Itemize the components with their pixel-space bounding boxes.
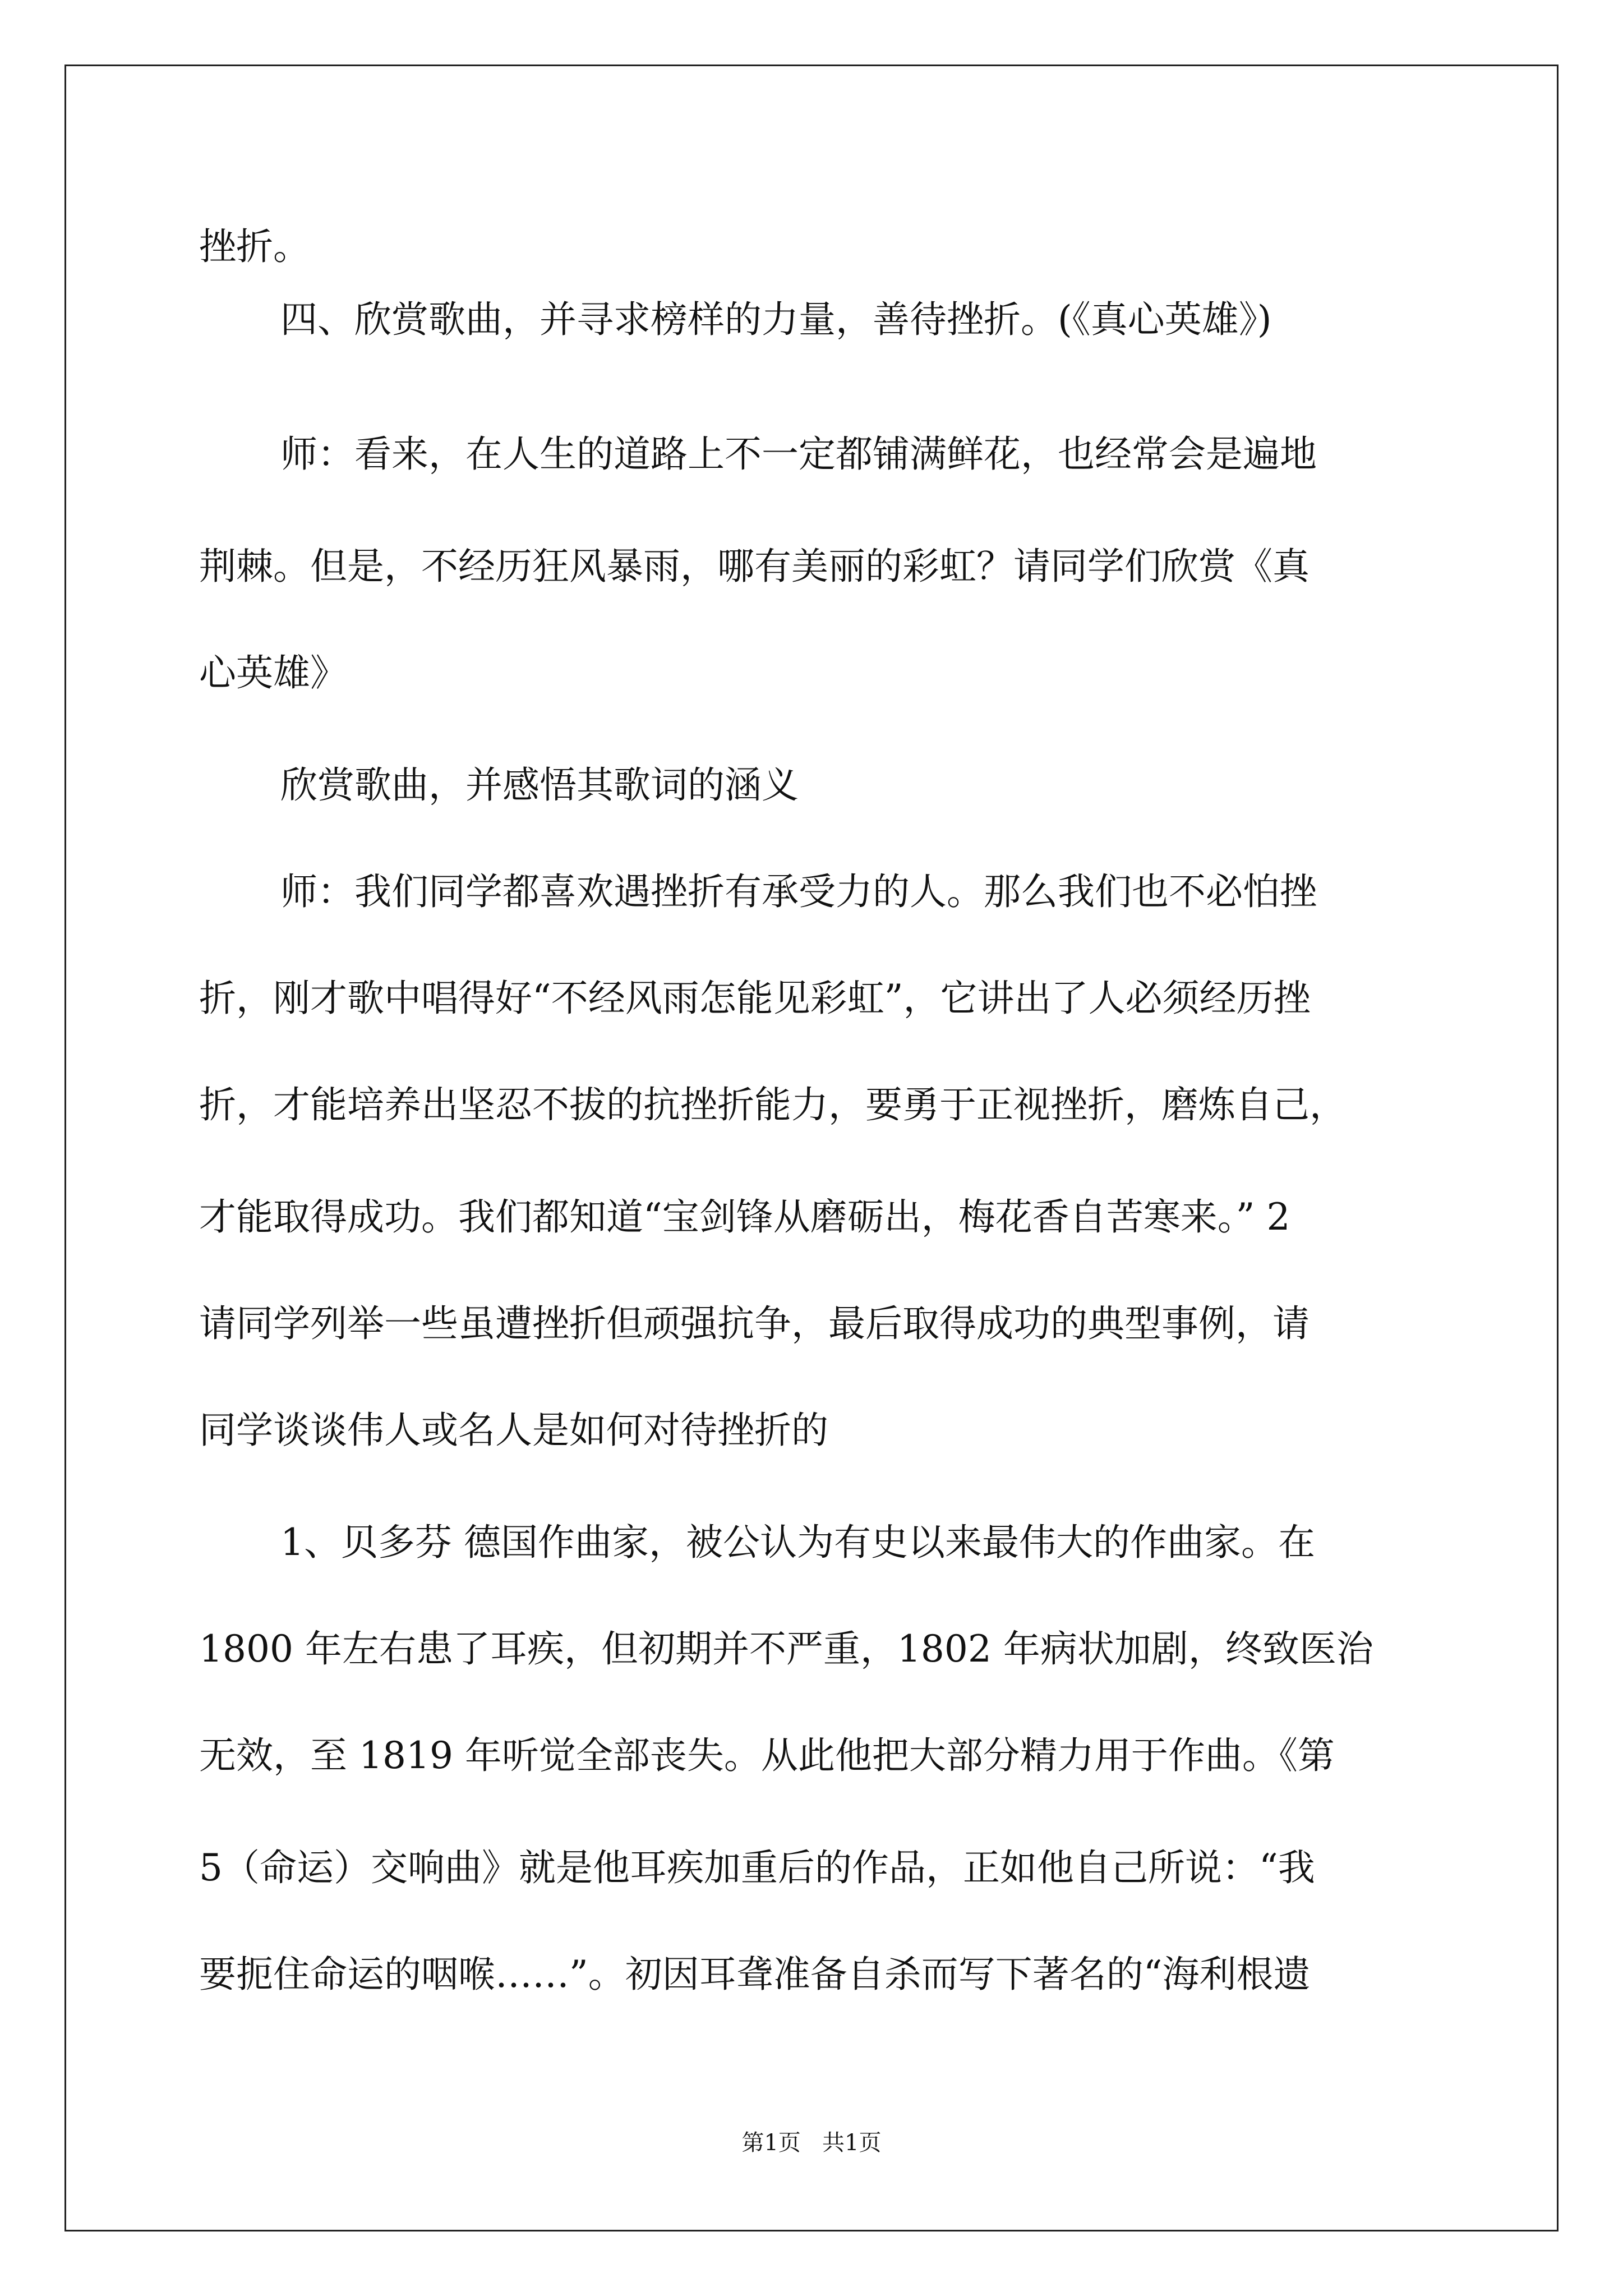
- text-line-12: 同学谈谈伟人或名人是如何对待挫折的: [199, 1409, 828, 1452]
- page-footer: 第1页 共1页: [741, 2130, 882, 2156]
- section-heading: 四、欣赏歌曲，并寻求榜样的力量，善待挫折。(《真心英雄》): [280, 298, 1272, 341]
- text-line-15: 无效，至 1819 年听觉全部丧失。从此他把大部分精力用于作曲。《第: [199, 1734, 1335, 1777]
- text-line-11: 请同学列举一些虽遭挫折但顽强抗争，最后取得成功的典型事例，请: [199, 1302, 1310, 1345]
- text-line-8: 折，刚才歌中唱得好“不经风雨怎能见彩虹”，它讲出了人必须经历挫: [199, 977, 1311, 1020]
- text-line-17: 要扼住命运的咽喉……”。初因耳聋准备自杀而写下著名的“海利根遗: [199, 1953, 1311, 1996]
- text-line-13: 1、贝多芬 德国作曲家，被公认为有史以来最伟大的作曲家。在: [280, 1521, 1315, 1564]
- text-line-6: 欣赏歌曲，并感悟其歌词的涵义: [280, 763, 799, 807]
- text-line-16: 5（命运）交响曲》就是他耳疾加重后的作品，正如他自己所说：“我: [199, 1846, 1315, 1889]
- text-line-1: 挫折。: [199, 225, 310, 268]
- page-border: [64, 65, 1559, 2231]
- text-line-14: 1800 年左右患了耳疾，但初期并不严重，1802 年病状加剧，终致医治: [199, 1627, 1373, 1671]
- text-line-9: 折，才能培养出坚忍不拔的抗挫折能力，要勇于正视挫折，磨炼自己，: [199, 1083, 1347, 1126]
- text-line-7: 师：我们同学都喜欢遇挫折有承受力的人。那么我们也不必怕挫: [280, 870, 1317, 913]
- text-line-4: 荆棘。但是，不经历狂风暴雨，哪有美丽的彩虹？请同学们欣赏《真: [199, 545, 1310, 588]
- text-line-3: 师：看来，在人生的道路上不一定都铺满鲜花，也经常会是遍地: [280, 432, 1317, 476]
- text-line-5: 心英雄》: [199, 651, 347, 694]
- text-line-10: 才能取得成功。我们都知道“宝剑锋从磨砺出，梅花香自苦寒来。” 2: [199, 1195, 1290, 1239]
